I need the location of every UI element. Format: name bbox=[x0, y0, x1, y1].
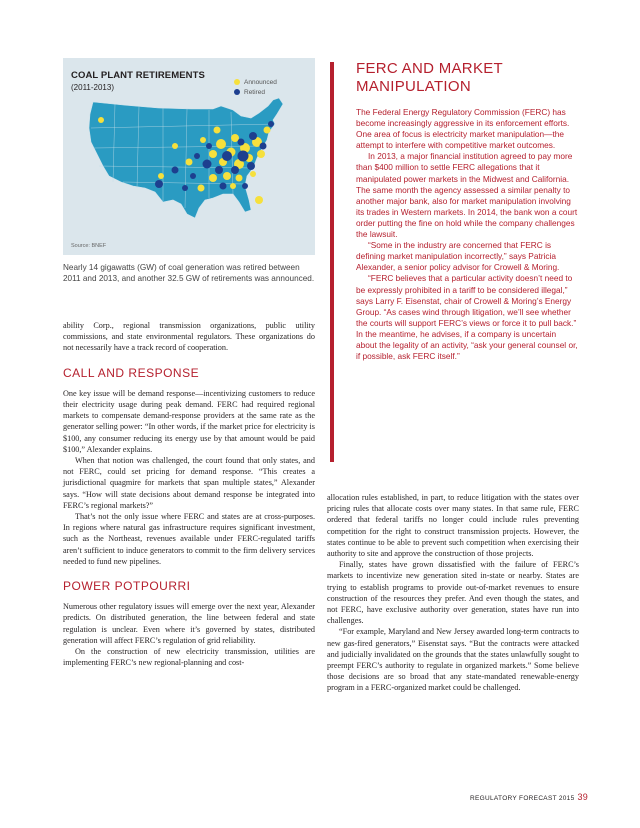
page-number: 39 bbox=[577, 792, 589, 802]
legend-label: Announced bbox=[244, 78, 277, 86]
retired-marker-icon bbox=[234, 89, 240, 95]
body-paragraph: One key issue will be demand response—incentivizing customers to reduce their electricity usage during peak demand. FERC had required regional markets to compensate demand-response providers at the same rate as the generator selling power: “In other words, if the market price for electricity is $100, any consumer reducing its energy use by that amount would be paid $100,” Alexander explains. bbox=[63, 388, 315, 454]
body-paragraph: allocation rules established, in part, to reduce litigation with the states over pricing rules that allocate costs over many states. In that same rule, FERC ordered that federal tariffs no longer could include rules preventing competition for the right to construct transmission projects. However, the states continue to be able to prevent such competition when exercising their authority to site and approve the construction of those projects. bbox=[327, 493, 579, 559]
legend-item-retired bbox=[234, 87, 277, 97]
sidebar-paragraph: In 2013, a major financial institution agreed to pay more than $400 million to settle FERC allegations that it manipulated power markets in the Midwest and California. The same month the agency assessed a similar penalty to another major bank, also for market manipulation involving its trades in Western markets. In 2014, the bank won a court order putting the fine on hold while the company challenges the lawsuit. bbox=[356, 151, 578, 240]
sidebar-paragraph: “Some in the industry are concerned that FERC is defining market manipulation incorrectly,” says Patricia Alexander, a senior policy advisor for Crowell & Moring. bbox=[356, 240, 560, 273]
body-paragraph: Numerous other regulatory issues will emerge over the next year, Alexander predicts. On distributed generation, the line between federal and state regulation is unclear. Even where it’s governed by states, distributed generation will affect FERC’s regulation of grid reliability. bbox=[63, 602, 315, 645]
body-paragraph: “For example, Maryland and New Jersey awarded long-term contracts to new gas-fired generators,” Eisenstat says. “But the contracts were attacked and judicially invalidated on the grounds that the states unlawfully sought to preempt FERC’s authority to regulate in organized markets.” Some believe those decisions are so broad that any state-mandated renewable-energy program in a FERC-organized market could be challenged. bbox=[327, 627, 579, 693]
sidebar-paragraph: The Federal Energy Regulatory Commission (FERC) has become increasingly aggressive in its enforcement efforts. One area of focus is electricity market manipulation—the attempt to interfere with competitive market outcomes. bbox=[356, 107, 570, 151]
body-paragraph: Finally, states have grown dissatisfied with the failure of FERC’s markets to incentivize new generation sited in-state or nearby. States are trying to establish programs to provide out-of-market revenues to ensure construction of the resources they prefer. And even though the states, and not FERC, have exclusive authority over generation, states have run into challenges. bbox=[327, 560, 579, 626]
body-paragraph: That’s not the only issue where FERC and states are at cross-purposes. In regions where natural gas infrastructure requires significant investment, such as the Northeast, revenues available under FERC-regulated tariffs aren’t sufficient to induce generators to commit to the firm delivery services needed to fund new pipelines. bbox=[63, 512, 315, 566]
legend-label: Retired bbox=[244, 88, 265, 96]
right-column bbox=[327, 492, 579, 694]
footer-label: REGULATORY FORECAST 2015 bbox=[470, 795, 575, 802]
left-column bbox=[63, 320, 315, 668]
figure-source: Source: BNEF bbox=[71, 243, 107, 249]
figure-legend bbox=[234, 77, 277, 97]
coal-retirements-figure bbox=[63, 58, 315, 255]
sidebar-paragraph: “FERC believes that a particular activity doesn’t need to be expressly prohibited in a tariff to be considered illegal,” says Larry F. Eisenstat, chair of Crowell & Moring’s Energy Group. “As cases wind through litigation, we’ll see whether the courts will support FERC’s views or force it to pull back.” In the meantime, he advises, if a company is uncertain about the legality of an activity, “ask your general counsel or, if possible, ask FERC itself.” bbox=[356, 273, 578, 362]
page-footer bbox=[470, 792, 588, 802]
section-heading-power-potpourri: POWER POTPOURRI bbox=[63, 579, 191, 594]
intro-paragraph: ability Corp., regional transmission organizations, public utility commissions, and state environmental regulators. These organizations do not necessarily have a track record of cooperation. bbox=[63, 321, 315, 353]
body-paragraph: On the construction of new electricity transmission, utilities are implementing FERC’s new regional-planning and cost- bbox=[63, 647, 315, 668]
announced-marker-icon bbox=[234, 79, 240, 85]
figure-caption: Nearly 14 gigawatts (GW) of coal generation was retired between 2011 and 2013, and another 32.5 GW of retirements was announced. bbox=[63, 263, 315, 283]
sidebar-accent-bar bbox=[330, 62, 334, 462]
sidebar-body bbox=[356, 107, 578, 362]
figure-subtitle: (2011-2013) bbox=[71, 83, 114, 92]
section-heading-call-and-response: CALL AND RESPONSE bbox=[63, 365, 200, 380]
body-paragraph: When that notion was challenged, the court found that only states, and not FERC, could set pricing for demand response. “This creates a jurisdictional quagmire for markets that span multiple states,” Alexander says. “How will state decisions about demand response be integrated into FERC’s regional markets?” bbox=[63, 456, 315, 510]
legend-item-announced bbox=[234, 77, 277, 87]
sidebar-title: FERC AND MARKET MANIPULATION bbox=[356, 60, 503, 95]
figure-title: COAL PLANT RETIREMENTS bbox=[71, 70, 205, 81]
